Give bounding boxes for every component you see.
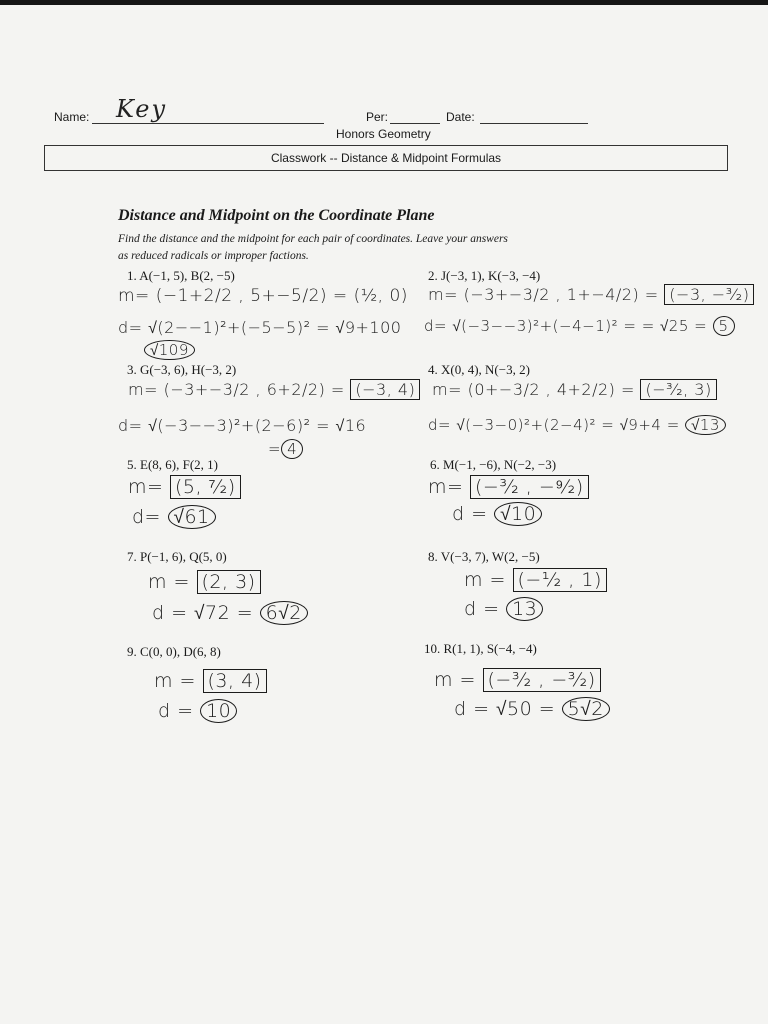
problem-7-distance-work: d = √72 = [152,602,254,624]
problem-3-distance-answer: 4 [281,439,303,459]
problem-2-midpoint-work: m= (−3+−3/2 , 1+−4/2) = [428,285,659,304]
problem-1-label: 1. A(−1, 5), B(2, −5) [127,268,235,283]
problem-1-distance-work: d= √(2−−1)²+(−5−5)² = √9+100 [118,318,402,337]
problem-3-label: 3. G(−3, 6), H(−3, 2) [127,362,237,377]
problem-2-distance-work: d= √(−3−−3)²+(−4−1)² = = √25 = [424,317,708,335]
problem-4-distance-work: d= √(−3−0)²+(2−4)² = √9+4 = [428,416,680,434]
problem-6-midpoint-label: m= [428,476,464,498]
classwork-banner [44,145,728,171]
problem-2-midpoint-answer: (−3, −³⁄₂) [664,284,754,305]
problem-5-midpoint-answer: (5, ⁷⁄₂) [170,475,241,499]
per-underline [390,123,440,124]
problem-2-label: 2. J(−3, 1), K(−3, −4) [428,268,541,283]
problem-5-label: 5. E(8, 6), F(2, 1) [127,457,218,472]
problem-3-distance-work: d= √(−3−−3)²+(2−6)² = √16 [118,416,367,435]
instructions-line-2: as reduced radicals or improper factions. [118,250,309,262]
course-name: Honors Geometry [336,127,431,141]
problem-9-label: 9. C(0, 0), D(6, 8) [127,644,221,659]
problem-9-midpoint-label: m = [154,670,196,692]
problem-3-midpoint-work: m= (−3+−3/2 , 6+2/2) = [128,380,345,399]
instructions-line-1: Find the distance and the midpoint for each pair of coordinates. Leave your answers [118,233,508,245]
problem-10-distance-answer: 5√2 [562,697,610,721]
problem-8-distance-label: d = [464,598,500,620]
problem-3-midpoint-answer: (−3, 4) [350,379,420,400]
problem-1-distance-answer: √109 [144,340,195,360]
problem-7-label: 7. P(−1, 6), Q(5, 0) [127,549,227,564]
problem-7-midpoint-label: m = [148,571,190,593]
problem-10-midpoint-label: m = [434,669,476,691]
problem-10-label: 10. R(1, 1), S(−4, −4) [424,641,537,656]
problem-8-label: 8. V(−3, 7), W(2, −5) [428,549,540,564]
problem-7-distance-answer: 6√2 [260,601,308,625]
problem-4-midpoint-work: m= (0+−3/2 , 4+2/2) = [432,380,635,399]
scan-top-edge [0,0,768,5]
classwork-banner-text: Classwork -- Distance & Midpoint Formulas [270,151,502,165]
problem-8-midpoint-label: m = [464,569,506,591]
problem-10-midpoint-answer: (−³⁄₂ , −³⁄₂) [483,668,601,692]
date-label: Date: [446,110,475,124]
problem-1-midpoint-work: m= (−1+2/2 , 5+−5/2) = (½, 0) [118,286,408,306]
problem-6-midpoint-answer: (−³⁄₂ , −⁹⁄₂) [470,475,589,499]
problem-4-midpoint-answer: (−³⁄₂, 3) [640,379,716,400]
problem-7-midpoint-answer: (2, 3) [197,570,261,594]
problem-9-distance-answer: 10 [200,699,237,723]
problem-5-distance-answer: √61 [168,505,216,529]
problem-4-label: 4. X(0, 4), N(−3, 2) [428,362,530,377]
date-underline [480,123,588,124]
problem-4-distance-answer: √13 [685,415,726,435]
name-underline [92,123,324,124]
problem-2-distance-answer: 5 [713,316,735,336]
problem-10-distance-work: d = √50 = [454,698,556,720]
problem-8-midpoint-answer: (−¹⁄₂ , 1) [513,568,607,592]
worksheet-title: Distance and Midpoint on the Coordinate Plane [118,207,435,224]
problem-6-distance-answer: √10 [494,502,542,526]
problem-6-label: 6. M(−1, −6), N(−2, −3) [430,457,557,472]
problem-9-midpoint-answer: (3, 4) [203,669,267,693]
name-value-handwritten: Key [116,95,168,123]
problem-6-distance-label: d = [452,503,488,525]
problem-9-distance-label: d = [158,700,194,722]
per-label: Per: [366,110,389,124]
problem-5-midpoint-label: m= [128,476,164,498]
problem-8-distance-answer: 13 [506,597,543,621]
name-label: Name: [54,110,90,124]
problem-5-distance-label: d= [132,506,161,528]
